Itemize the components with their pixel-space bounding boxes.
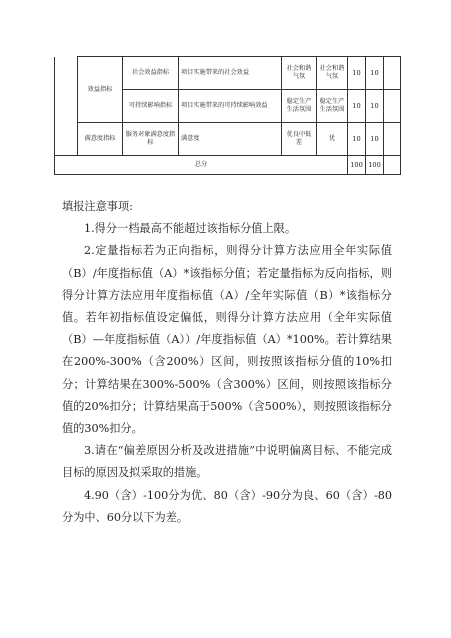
total-weight-cell: 100: [348, 156, 366, 175]
total-row: [55, 156, 401, 175]
note-item-2: 2.定量指标若为正向指标，则得分计算方法应用全年实际值（B）/年度指标值（A）*该指标分值；若定量指标为反向指标，则得分计算方法应用年度指标值（A）/全年实际值（B）*该指标分值。若年初指标值设定偏低，则得分计算方法应用（全年实际值（B）—年度指标值（A））/年度指标值（A）*100%。若计算结果在200%-300%（含200%）区间，则按照该指标分值的10%扣分；计算结果在300%-500%（含300%）区间，则按照该指标分值的20%扣分；计算结果高于500%（含500%），则按照该指标分值的30%扣分。: [62, 244, 392, 436]
score-cell: 10: [366, 123, 384, 156]
category-cell: 满意度指标: [78, 123, 123, 156]
note-item-1: 1.得分一档最高不能超过该指标分值上限。: [84, 222, 297, 236]
table-cell-empty: [384, 90, 401, 123]
table-row: [55, 57, 401, 90]
actual-cell: 稳定生产生活氛围: [317, 90, 348, 123]
target-cell: 社会和谐气氛: [282, 57, 317, 90]
target-cell: 稳定生产生活氛围: [282, 90, 317, 123]
actual-cell: 优: [317, 123, 348, 156]
total-score-cell: 100: [366, 156, 384, 175]
target-cell: 优良中低差: [282, 123, 317, 156]
content-cell: 满意度: [179, 123, 282, 156]
note-item-3: 3.请在“偏差原因分析及改进措施”中说明偏离目标、不能完成目标的原因及拟采取的措施。: [62, 444, 392, 480]
weight-cell: 10: [348, 57, 366, 90]
performance-score-table: [54, 56, 401, 175]
table-cell-empty: [384, 156, 401, 175]
score-cell: 10: [366, 57, 384, 90]
subcategory-cell: 可持续影响指标: [123, 90, 179, 123]
subcategory-cell: 服务对象满意度指标: [123, 123, 179, 156]
table-row: [55, 123, 401, 156]
notes-heading: 填报注意事项:: [62, 200, 133, 213]
category-cell: 效益指标: [78, 57, 123, 123]
actual-cell: 社会和谐气氛: [317, 57, 348, 90]
note-item-4: 4.90（含）-100分为优、80（含）-90分为良、60（含）-80分为中、60分以下为差。: [62, 488, 392, 524]
filling-notes: [62, 196, 392, 529]
total-label-cell: 总分: [55, 156, 348, 175]
content-cell: 项目实施带来的可持续影响效益: [179, 90, 282, 123]
table-cell-empty: [384, 123, 401, 156]
table-cell-empty: [384, 57, 401, 90]
weight-cell: 10: [348, 90, 366, 123]
subcategory-cell: 社会效益指标: [123, 57, 179, 90]
table-cell-empty: [55, 57, 78, 156]
content-cell: 项目实施带来的社会效益: [179, 57, 282, 90]
weight-cell: 10: [348, 123, 366, 156]
score-cell: 10: [366, 90, 384, 123]
